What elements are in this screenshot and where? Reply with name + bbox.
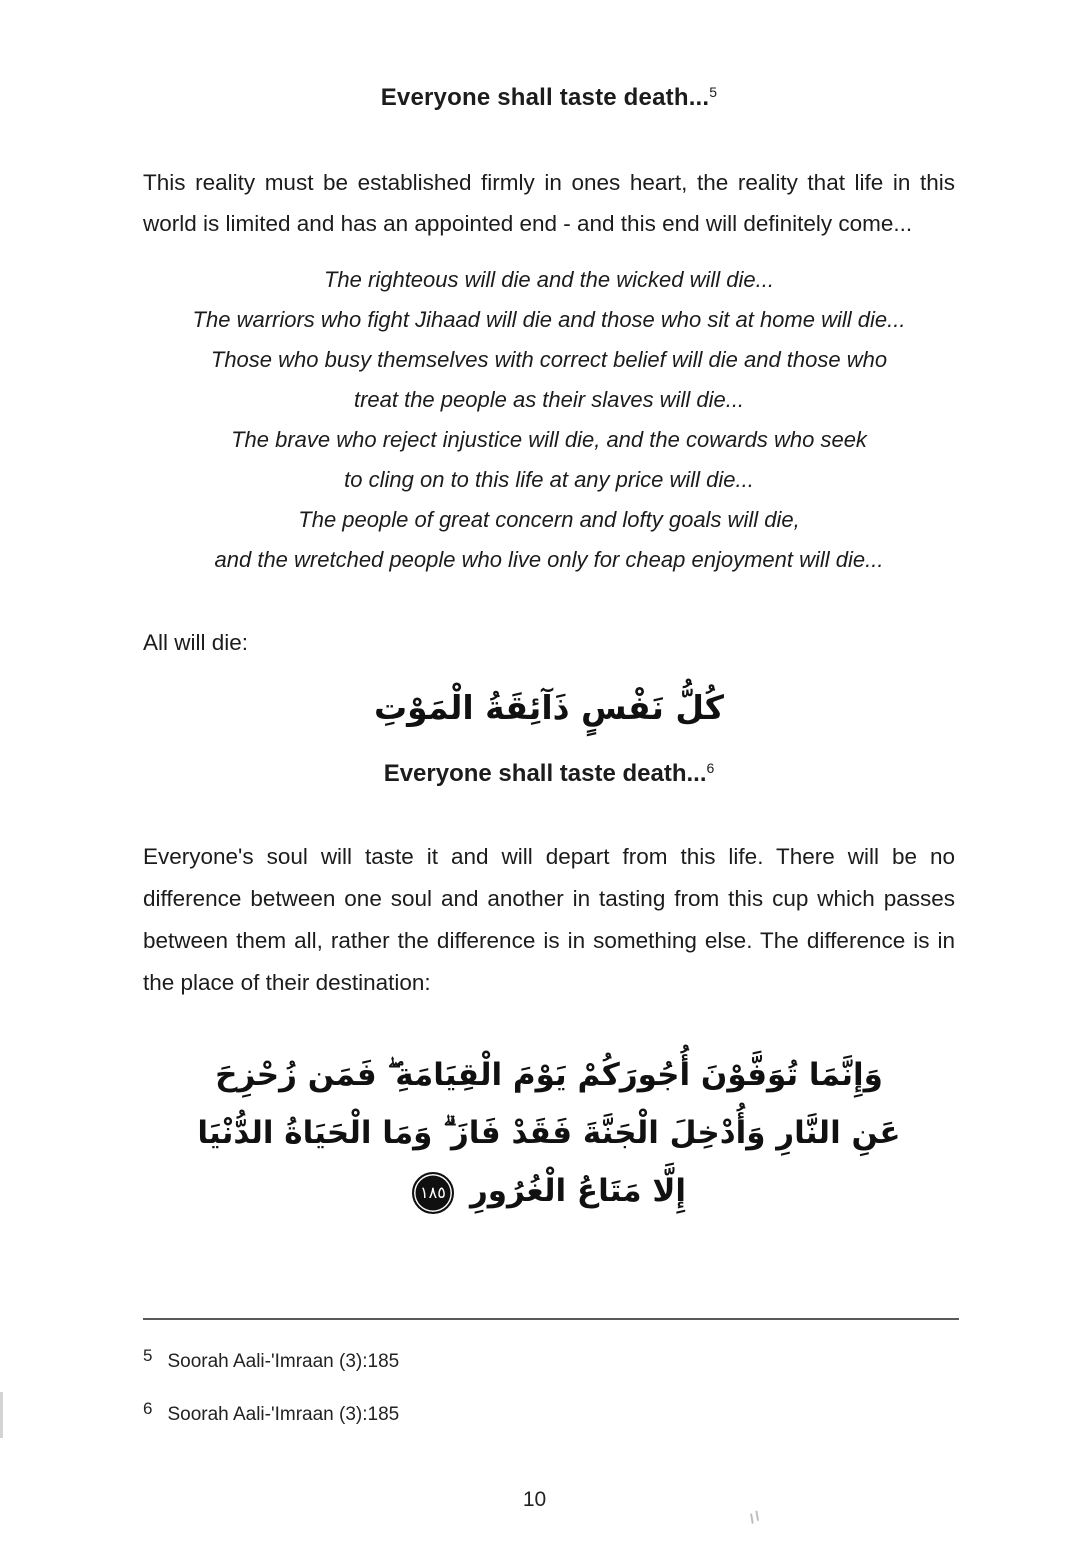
poem-line: The warriors who fight Jihaad will die and those who sit at home will die... — [192, 307, 906, 332]
page-title-text: Everyone shall taste death... — [380, 84, 710, 111]
footnote-area — [143, 1318, 959, 1426]
body-paragraph: Everyone's soul will taste it and will depart from this life. There will be no difference between one soul and another in tasting from this cup which passes between them all, rather the difference is in something else. The difference is in the place of their destination: — [143, 844, 955, 995]
page-number: 10 — [522, 1488, 547, 1511]
footnote-text: Soorah Aali-'Imraan (3):185 — [167, 1404, 400, 1425]
intro-paragraph: This reality must be established firmly in ones heart, the reality that life in this world is limited and has an appointed end - and this end will definitely come... — [143, 170, 955, 236]
arabic-verse-short: كُلُّ نَفْسٍ ذَآئِقَةُ الْمَوْتِ — [374, 688, 724, 727]
footnote-ref: 6 — [143, 1399, 153, 1418]
arabic-verse-line: عَنِ النَّارِ وَأُدْخِلَ الْجَنَّةَ فَقَدْ فَازَ ۗ وَمَا الْحَيَاةُ الدُّنْيَا — [197, 1115, 901, 1151]
footnote-ref: 5 — [143, 1346, 153, 1365]
subtitle — [143, 760, 955, 788]
poem-line: treat the people as their slaves will die... — [353, 387, 745, 412]
poem-line: to cling on to this life at any price will die... — [344, 467, 754, 492]
subtitle-footnote-ref: 6 — [706, 760, 715, 776]
arabic-verse-line-last — [143, 1162, 955, 1220]
poem-line: Those who busy themselves with correct belief will die and those who — [210, 347, 888, 372]
page-title — [143, 84, 955, 112]
poem-line: and the wretched people who live only for cheap enjoyment will die... — [214, 547, 884, 572]
poem — [143, 260, 955, 580]
footnote-rule — [143, 1318, 959, 1320]
poem-line: The brave who reject injustice will die, and the cowards who seek — [231, 427, 867, 452]
arabic-verse-line: وَإِنَّمَا تُوَفَّوْنَ أُجُورَكُمْ يَوْمَ الْقِيَامَةِ ۖ فَمَن زُحْزِحَ — [215, 1057, 883, 1093]
all-will-die-line: All will die: — [143, 630, 249, 655]
poem-line: The people of great concern and lofty goals will die, — [298, 507, 800, 532]
footnote — [143, 1399, 959, 1426]
arabic-verse-line-text: إِلَّا مَتَاعُ الْغُرُورِ — [469, 1173, 687, 1209]
poem-line: The righteous will die and the wicked will die... — [323, 267, 774, 292]
footnote-text: Soorah Aali-'Imraan (3):185 — [167, 1351, 400, 1372]
subtitle-text: Everyone shall taste death... — [383, 760, 707, 787]
scan-edge-artifact — [0, 1392, 3, 1438]
footnote — [143, 1346, 959, 1373]
verse-number-marker: ١٨٥ — [412, 1172, 454, 1214]
title-footnote-ref: 5 — [709, 84, 718, 100]
arabic-verse-long — [143, 1046, 955, 1220]
